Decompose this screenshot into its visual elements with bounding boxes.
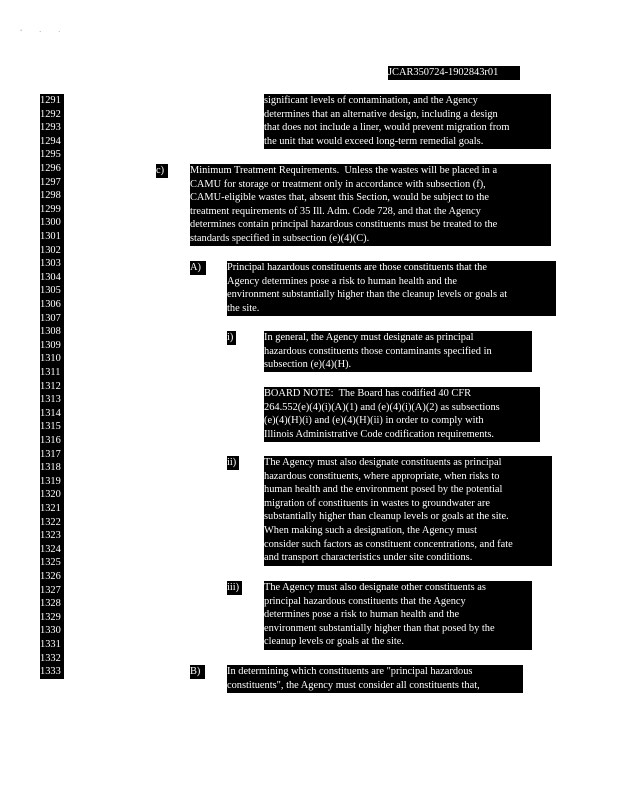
scan-mark: ·: [58, 28, 61, 36]
line-number: 1308: [40, 325, 64, 339]
scan-mark: ‘: [20, 28, 23, 36]
subsection-a-label: A): [190, 261, 206, 275]
line-number: 1316: [40, 434, 64, 448]
line-number: 1295: [40, 148, 64, 162]
line-number: 1291: [40, 94, 64, 108]
subsection-b-text: In determining which constituents are "principal hazardous constituents", the Agency must consider all constituents that,: [227, 665, 523, 693]
subsection-c-text: Minimum Treatment Requirements. Unless the wastes will be placed in a CAMU for storage or treatment only in accordance with subsection (f), CAMU-eligible wastes that, absent this Section, would be subject to the treatment requirements of 35 Ill. Adm. Code 728, and that the Agency determines contain principal hazardous constituents must be treated to the standards specified in subsection (e)(4)(C).: [190, 164, 551, 246]
subsection-ii-text: The Agency must also designate constituents as principal hazardous constituents, where appropriate, when risks to human health and the environment posed by the potential migration of constituents in wastes to groundwater are substantially higher than cleanup levels or goals at the site. When making such a designation, the Agency must consider such factors as constituent concentrations, and fate and transport characteristics under site conditions.: [264, 456, 552, 566]
line-number: 1307: [40, 312, 64, 326]
line-number: 1297: [40, 176, 64, 190]
line-number: 1311: [40, 366, 64, 380]
line-number: 1299: [40, 203, 64, 217]
line-number: 1324: [40, 543, 64, 557]
line-number: 1315: [40, 420, 64, 434]
line-number: 1305: [40, 284, 64, 298]
line-number: 1326: [40, 570, 64, 584]
line-number: 1312: [40, 380, 64, 394]
line-number: 1302: [40, 244, 64, 258]
line-number: 1321: [40, 502, 64, 516]
line-number: 1332: [40, 652, 64, 666]
line-number: 1313: [40, 393, 64, 407]
line-number: 1306: [40, 298, 64, 312]
line-number: 1320: [40, 488, 64, 502]
line-number: 1330: [40, 624, 64, 638]
subsection-c-label: c): [156, 164, 168, 178]
line-number: 1296: [40, 162, 64, 176]
subsection-i-label: i): [227, 331, 236, 345]
subsection-a-text: Principal hazardous constituents are those constituents that the Agency determines pose a risk to human health and the environment substantially higher than the cleanup levels or goals at the site.: [227, 261, 556, 316]
line-number: 1333: [40, 665, 64, 679]
line-number: 1304: [40, 271, 64, 285]
scan-mark: ·: [39, 28, 42, 36]
intro-paragraph: significant levels of contamination, and the Agency determines that an alternative design, including a design that does not include a liner, would prevent migration from the unit that would exceed long-term remedial goals.: [264, 94, 551, 149]
line-number: 1325: [40, 556, 64, 570]
line-number: 1301: [40, 230, 64, 244]
line-number: 1292: [40, 108, 64, 122]
line-number: 1309: [40, 339, 64, 353]
line-number: 1300: [40, 216, 64, 230]
line-number: 1319: [40, 475, 64, 489]
doc-code-header: JCAR350724-1902843r01: [388, 66, 520, 80]
line-number: 1328: [40, 597, 64, 611]
line-number: 1327: [40, 584, 64, 598]
board-note: BOARD NOTE: The Board has codified 40 CFR 264.552(e)(4)(i)(A)(1) and (e)(4)(i)(A)(2) as subsections (e)(4)(H)(i) and (e)(4)(H)(ii) in order to comply with Illinois Administrative Code codification requirements.: [264, 387, 540, 442]
line-number: 1303: [40, 257, 64, 271]
line-number: 1310: [40, 352, 64, 366]
line-number: 1294: [40, 135, 64, 149]
line-number: 1317: [40, 448, 64, 462]
line-number: 1331: [40, 638, 64, 652]
line-number: 1323: [40, 529, 64, 543]
line-number: 1318: [40, 461, 64, 475]
line-number: 1329: [40, 611, 64, 625]
subsection-iii-label: iii): [227, 581, 242, 595]
line-number: 1314: [40, 407, 64, 421]
line-number: 1298: [40, 189, 64, 203]
subsection-iii-text: The Agency must also designate other constituents as principal hazardous constituents that the Agency determines pose a risk to human health and the environment substantially higher than that posed by the cleanup levels or goals at the site.: [264, 581, 532, 650]
subsection-ii-label: ii): [227, 456, 239, 470]
subsection-i-text: In general, the Agency must designate as principal hazardous constituents those contaminants specified in subsection (e)(4)(H).: [264, 331, 532, 372]
line-number: 1322: [40, 516, 64, 530]
subsection-b-label: B): [190, 665, 205, 679]
line-number: 1293: [40, 121, 64, 135]
